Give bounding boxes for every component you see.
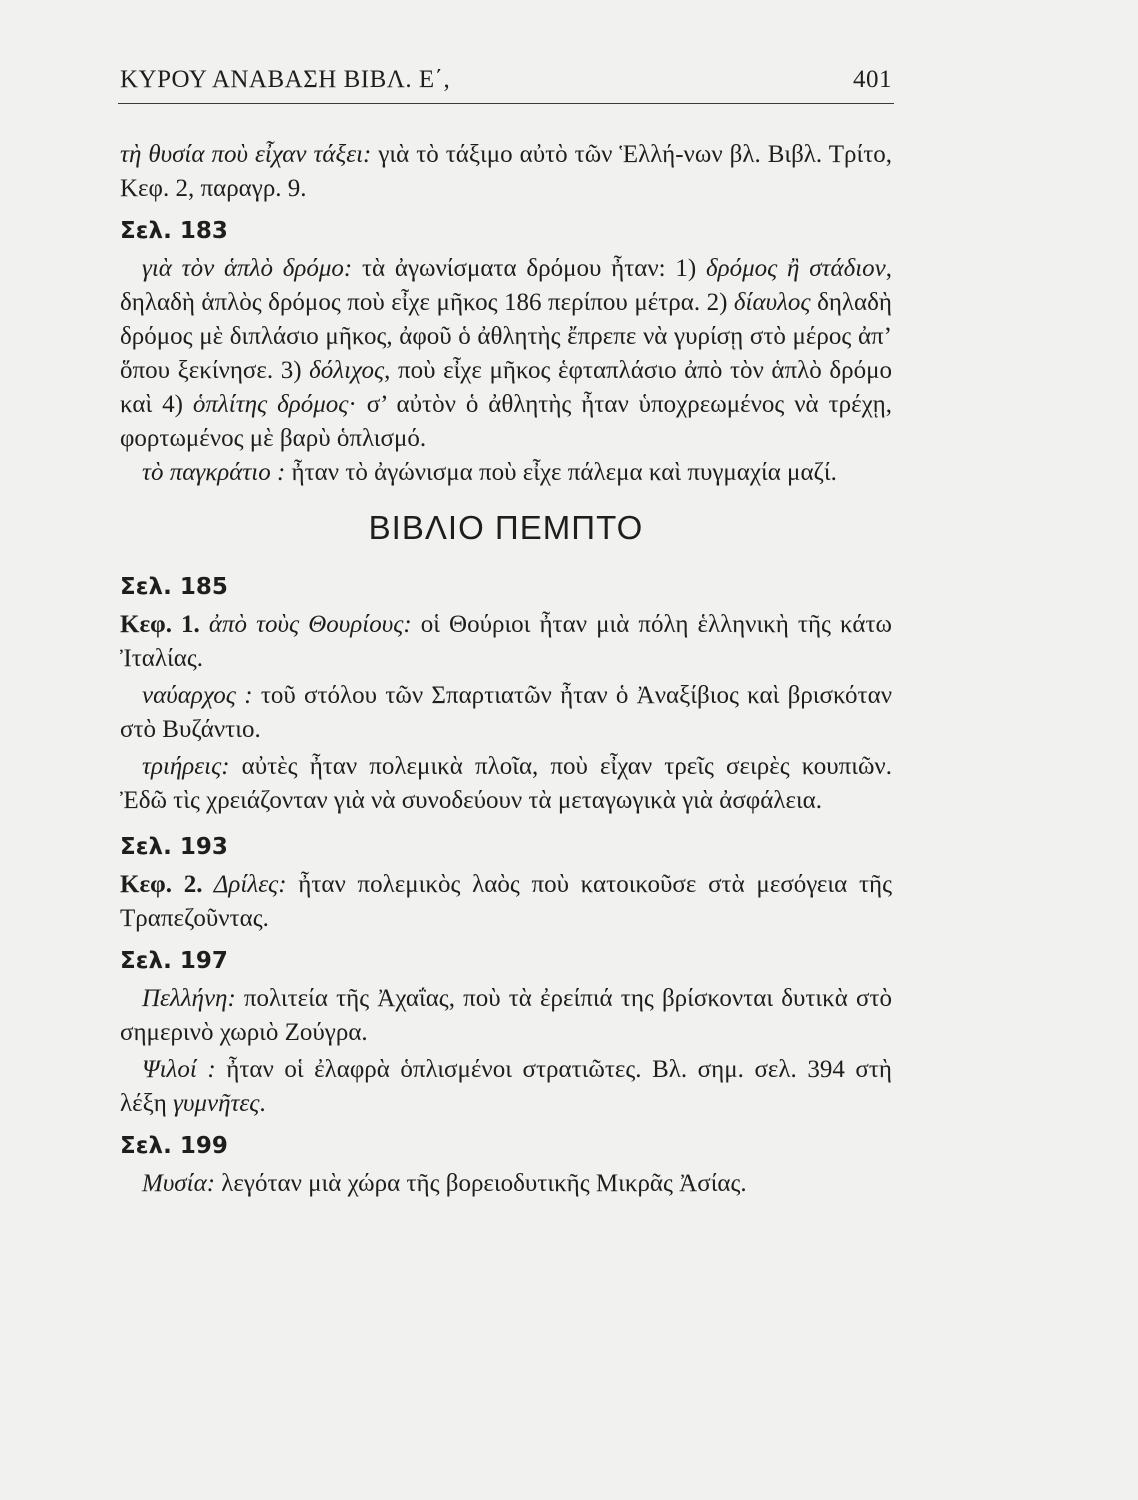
note-text: , δηλαδὴ ἁπλὸς δρόμος ποὺ εἶχε μῆκος 186 περίπου μέτρα. 2) — [120, 255, 893, 316]
note-text: λεγόταν μιὰ χώρα τῆς βορειοδυτικῆς Μικρᾶς Ἀσίας. — [215, 1170, 747, 1197]
note-trieris — [120, 750, 892, 818]
note-term: ναύαρχος : — [142, 682, 253, 709]
section-heading-193: Σελ. 193 — [120, 834, 228, 860]
note-term: τριήρεις: — [142, 753, 230, 780]
note-term: δρόμος ἢ στάδιον — [705, 255, 886, 282]
header-rule — [118, 103, 894, 104]
section-heading-183: Σελ. 183 — [120, 218, 228, 244]
note-term: γιὰ τὸν ἁπλὸ δρόμο: — [142, 255, 353, 282]
note-text: πολιτεία τῆς Ἀχαΐας, ποὺ τὰ ἐρείπιά της βρίσκονται δυτικὰ στὸ σημερινὸ χωριὸ Ζούγρα. — [120, 985, 892, 1046]
note-term: δόλιχος — [309, 357, 385, 384]
note-text: τὰ ἀγωνίσματα δρόμου ἦταν: 1) — [352, 255, 706, 282]
note-term: ὁπλίτης δρόμος — [192, 391, 349, 418]
page-body — [120, 138, 892, 1201]
note-term: Μυσία: — [142, 1170, 216, 1197]
note-thourioi — [120, 608, 892, 676]
note-text: · σ’ αὐτὸν ὁ ἀθλητὴς ἦταν ὑποχρεωμένος νὰ τρέχῃ, φορτωμένος μὲ βαρὺ ὁπλισμό. — [120, 391, 893, 452]
chapter-label: Κεφ. 1. — [120, 611, 200, 638]
note-term: δίαυλος — [733, 289, 811, 316]
note-text: τοῦ στόλου τῶν Σπαρτιατῶν ἦταν ὁ Ἀναξίβιος καὶ βρισκόταν στὸ Βυζάντιο. — [120, 682, 893, 743]
note-text: , ποὺ εἶχε μῆκος ἑφταπλάσιο ἀπὸ τὸν ἁπλὸ δρόμο καὶ 4) — [120, 357, 892, 418]
page-number: 401 — [853, 66, 892, 93]
section-heading-197: Σελ. 197 — [120, 948, 228, 974]
note-text: ἦταν οἱ ἐλαφρὰ ὁπλισμένοι στρατιῶτες. Βλ. σημ. σελ. 394 στὴ λέξη — [120, 1056, 892, 1117]
note-psiloi — [120, 1053, 892, 1121]
section-heading-199: Σελ. 199 — [120, 1133, 228, 1159]
note-pankratio — [120, 456, 892, 490]
note-thysia — [120, 138, 892, 206]
page-header — [120, 66, 892, 94]
note-driles — [120, 868, 892, 936]
note-nauarchos — [120, 679, 892, 747]
note-term: ἀπὸ τοὺς Θουρίους: — [199, 611, 412, 638]
note-term: Πελλήνη: — [142, 985, 236, 1012]
section-heading-185: Σελ. 185 — [120, 574, 228, 600]
note-dromos — [120, 252, 892, 456]
note-text: δηλαδὴ δρόμος μὲ διπλάσιο μῆκος, ἀφοῦ ὁ ἀθλητὴς ἔπρεπε νὰ γυρίσῃ στὸ μέρος ἀπ’ ὅπου ξεκίνησε. 3) — [120, 289, 892, 384]
book-title: ΒΙΒΛΙΟ ΠΕΜΠΤΟ — [368, 509, 644, 546]
note-text: αὐτὲς ἦταν πολεμικὰ πλοῖα, ποὺ εἶχαν τρεῖς σειρὲς κουπιῶν. Ἐδῶ τὶς χρειάζονταν γιὰ νὰ συνοδεύουν τὰ μεταγωγικὰ γιὰ ἀσφάλεια. — [120, 753, 892, 814]
note-term: τὸ παγκράτιο : — [142, 459, 286, 486]
note-term: Ψιλοί : — [142, 1056, 216, 1083]
note-term: Δρίλες: — [202, 871, 287, 898]
note-text: . — [259, 1090, 266, 1117]
note-text: ἦταν τὸ ἀγώνισμα ποὺ εἶχε πάλεμα καὶ πυγμαχία μαζί. — [285, 459, 837, 486]
chapter-label: Κεφ. 2. — [120, 871, 203, 898]
note-pellini — [120, 982, 892, 1050]
note-text: οἱ Θούριοι ἦταν μιὰ πόλη ἑλληνικὴ τῆς κάτω Ἰταλίας. — [120, 611, 892, 672]
note-text: ἦταν πολεμικὸς λαὸς ποὺ κατοικοῦσε στὰ μεσόγεια τῆς Τραπεζοῦντας. — [120, 871, 892, 932]
note-text: γιὰ τὸ τάξιμο αὐτὸ τῶν Ἑλλή-νων βλ. Βιβλ. Τρίτο, Κεφ. 2, παραγρ. 9. — [120, 141, 892, 202]
running-title: ΚΥΡΟΥ ΑΝΑΒΑΣΗ ΒΙΒΛ. Ε΄, — [120, 66, 451, 93]
note-term: γυμνῆτες — [173, 1090, 260, 1117]
note-mysia — [120, 1167, 892, 1201]
note-term: τὴ θυσία ποὺ εἶχαν τάξει: — [120, 141, 372, 168]
